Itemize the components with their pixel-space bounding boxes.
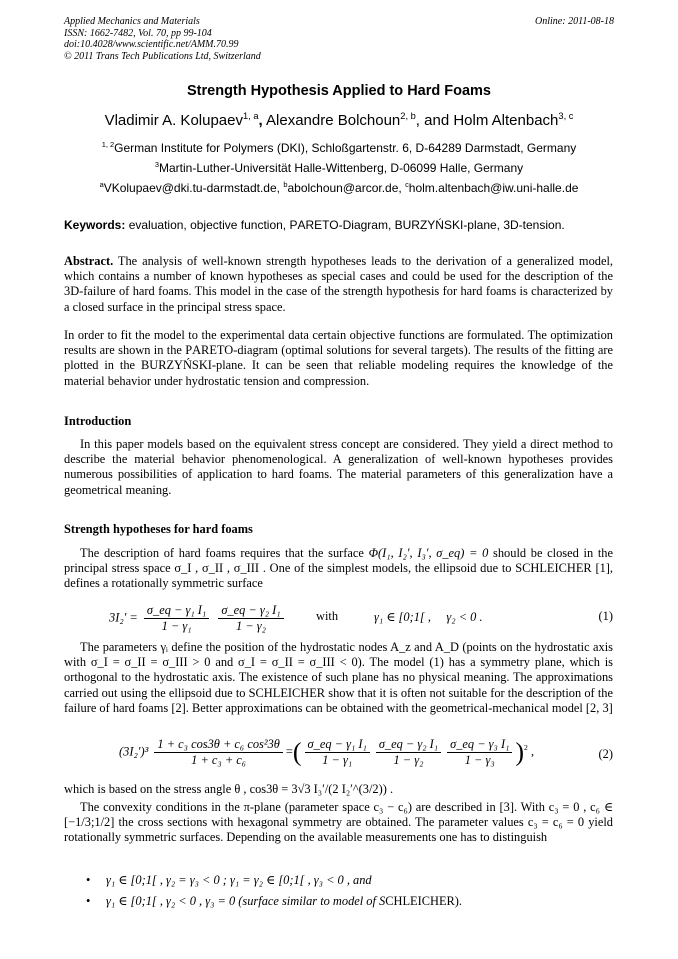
eq2-num-1: 1 + c₃ cos3θ + c₆ cos²3θ [154,737,282,753]
keywords [64,218,565,232]
affiliation-1-text: German Institute for Polymers (DKI), Schloßgartenstr. 6, D-64289 Darmstadt, Germany [114,141,577,155]
eq1-num-2: σ_eq − γ₂ I₁ [218,603,283,619]
eq2-frac-4 [447,737,512,768]
keywords-text-3: -plane, 3D-tension. [463,218,565,232]
keywords-label: Keywords: [64,218,126,232]
eq1-frac-2 [218,603,283,634]
email-c[interactable]: holm.altenbach@iw.uni-halle.de [408,181,579,195]
eq1-with: with [316,609,339,623]
section-text-1b: should be closed in the principal stress space σ_I , σ_II , σ_III . One of the simplest models, the ellipsoid due to S [64,546,613,576]
email-b[interactable]: abolchoun@arcor.de, [287,181,402,195]
surface-equation: Φ(I₁, I₂′, I₃′, σ_eq) = 0 [368,546,489,560]
author-3: and Holm Altenbach [424,112,559,129]
doi-line: doi:10.4028/www.scientific.net/AMM.70.99 [64,39,239,50]
author-emails [0,181,678,195]
section-paragraph-4: The convexity conditions in the π-plane (parameter space c₃ − c₆) are described in [3]. With c₃ = 0 , c₆ ∈ [−1/3;1/2] the cross sections with hexagonal symmetry are obtained. The parameter values c₃ = c₆ = 0 yield rotationally symmetric surfaces. Depending on the available measurements one has to distinguish [64,800,613,845]
abstract-text-2a: In order to fit the model to the experimental data certain objective functions are formulated. The optimization results are shown in the P [64,328,613,358]
email-b-sup: b [283,180,288,189]
abstract-text-1: The analysis of well-known strength hypotheses leads to the derivation of a generalized model, which contains a number of known hypotheses as special cases and could be used for the description of the 3D-failure of hard foams. This model in the case of the strength hypothesis for hard foams is characterized by a closed surface in the principal stress space. [64,254,613,314]
eq1-den-2: 1 − γ₂ [235,619,266,633]
eq2-num-3: σ_eq − γ₂ I₁ [376,737,441,753]
bullet-2-sc: CHLEICHER [385,894,455,908]
affiliation-1-sup: 1, 2 [101,140,115,149]
section-paragraph-1 [64,546,613,592]
author-3-sup: 3, c [558,111,574,121]
abstract-sc-2: URZYŃSKI [149,358,212,373]
affiliation-2-sup: 3 [154,160,159,169]
eq2-den-1: 1 + c₃ + c₆ [191,753,247,767]
author-1-sup: 1, a [242,111,259,121]
bullet-2-text-b: ). [454,894,463,908]
eq2-frac-1 [154,737,282,768]
eq2-num-2: σ_eq − γ₁ I₁ [305,737,370,753]
journal-header [64,16,261,62]
eq1-den-1: 1 − γ₁ [161,619,192,633]
section-heading: Strength hypotheses for hard foams [64,522,253,536]
bullet-1-dot: • [86,873,91,887]
email-c-sup: c [405,180,409,189]
eq2-num-4: σ_eq − γ₃ I₁ [447,737,512,753]
journal-name: Applied Mechanics and Materials [64,16,200,27]
eq2-den-3: 1 − γ₂ [393,753,424,767]
bullet-1-text: γ₁ ∈ [0;1[ , γ₂ = γ₃ < 0 ; γ₁ = γ₂ ∈ [0;1[ , γ₃ < 0 , and [106,873,372,887]
bullet-item-1 [86,872,372,888]
eq2-frac-2 [305,737,370,768]
affiliation-2-text: Martin-Luther-Universität Halle-Wittenberg, D-06099 Halle, Germany [159,161,524,175]
section-text-2b: show that it is often not suitable for the description of the failure of hard foams [2]. Better approximations can be obtained with the geometrical-mechanical model [2, 3] [64,685,613,715]
abstract-paragraph-1 [64,254,613,315]
eq2-den-2: 1 − γ₁ [322,753,353,767]
bullet-2-dot: • [86,894,91,908]
section-text-1a: The description of hard foams requires that the surface [80,546,364,560]
affiliation-2 [0,161,678,175]
abstract-text-2c: -plane. It can be seen that reliable modeling requires the knowledge of the material behavior under hydrostatic tension and compression. [64,358,613,388]
keywords-text-1: evaluation, objective function, P [128,218,298,232]
copyright-line: © 2011 Trans Tech Publications Ltd, Switzerland [64,50,261,62]
abstract-paragraph-2 [64,328,613,389]
introduction-paragraph: In this paper models based on the equivalent stress concept are considered. They yield a direct method to describe the material behavior phenomenological. A generalization of well-known hypotheses provides numerous possibilities of application to hard foams. The material parameters of this generalization have a geometrical meaning. [64,437,613,497]
email-a[interactable]: VKolupaev@dki.tu-darmstadt.de, [103,181,280,195]
author-1: Vladimir A. Kolupaev [104,112,243,129]
section-text-2a: The parameters γᵢ define the position of the hydrostatic nodes A_z and A_D (points on the hydrostatic axis with σ_I = σ_II = σ_III > 0 and σ_I = σ_II = σ_III < 0). The model (1) has a symmetry plane, which is orthogonal to the hydrostatic axis. The existence of such plane has no physical meaning. The approximations carried out using the ellipsoid due to S [64,640,613,700]
issn-line: ISSN: 1662-7482, Vol. 70, pp 99-104 [64,27,212,39]
bullet-2-text-a: γ₁ ∈ [0;1[ , γ₂ < 0 , γ₃ = 0 (surface similar to model of S [106,894,386,908]
affiliation-1 [0,141,678,155]
keywords-text-2: -Diagram, B [338,218,403,232]
eq2-frac-3 [376,737,441,768]
keywords-sc-1: ARETO [297,218,339,232]
eq2-den-4: 1 − γ₃ [464,753,495,767]
eq1-number: (1) [598,609,613,623]
abstract-sc-1: ARETO [192,343,234,358]
eq1-lhs: 3I₂′ = [109,610,138,625]
author-list: Vladimir A. Kolupaev$^{1, a}$, Alexandre Bolchoun$^{2, b}$, and Holm Altenbach$^{3, c}$ [104,111,574,129]
equation-1 [64,601,613,637]
bullet-item-2 [86,893,462,909]
eq1-frac-1 [144,603,209,634]
section-sc-2: CHLEICHER [255,685,326,700]
paper-title: Strength Hypothesis Applied to Hard Foams [187,83,491,99]
section-paragraph-3: which is based on the stress angle θ , cos3θ = 3√3 I₃′/(2 I₂′^(3/2)) . [64,782,394,796]
author-2-sup: 2, b [400,111,416,121]
abstract-label: Abstract. [64,254,114,268]
keywords-sc-2: URZYŃSKI [402,218,464,232]
section-text-1c: [1], defines a rotationally symmetric surface [64,561,613,591]
email-a-sup: a [99,180,104,189]
eq2-lhs: (3I₂′)³ [119,744,149,759]
introduction-heading: Introduction [64,414,132,428]
eq1-condition: γ₁ ∈ [0;1[ , γ₂ < 0 . [374,610,483,624]
eq1-num-1: σ_eq − γ₁ I₁ [144,603,209,619]
abstract-text-2b: -diagram (optimal solutions for several targets). The results of the fitting are plotted in the B [64,343,613,373]
online-date: Online: 2011-08-18 [535,16,614,27]
author-2: Alexandre Bolchoun [266,112,401,129]
eq2-number: (2) [598,747,613,761]
section-paragraph-2 [64,640,613,716]
section-sc-1: CHLEICHER [522,561,592,576]
equation-2: (3I₂′)³ $\frac{\text{1 + c₃ cos3θ + c₆ cos²3θ}}{\text{1 + c₃ + c₆}}$ =( $\frac{\text{σ\_eq − γ₁ I₁}}{\text{1 − γ₁}}$ $\frac{\text{σ\_eq − γ₂ I₁}}{\text{1 − γ₂}}$ $\frac{\text{σ\_eq − γ₃ I₁}}{\text{1 − γ₃}}$ )$^2$ , (2) [119,737,613,767]
